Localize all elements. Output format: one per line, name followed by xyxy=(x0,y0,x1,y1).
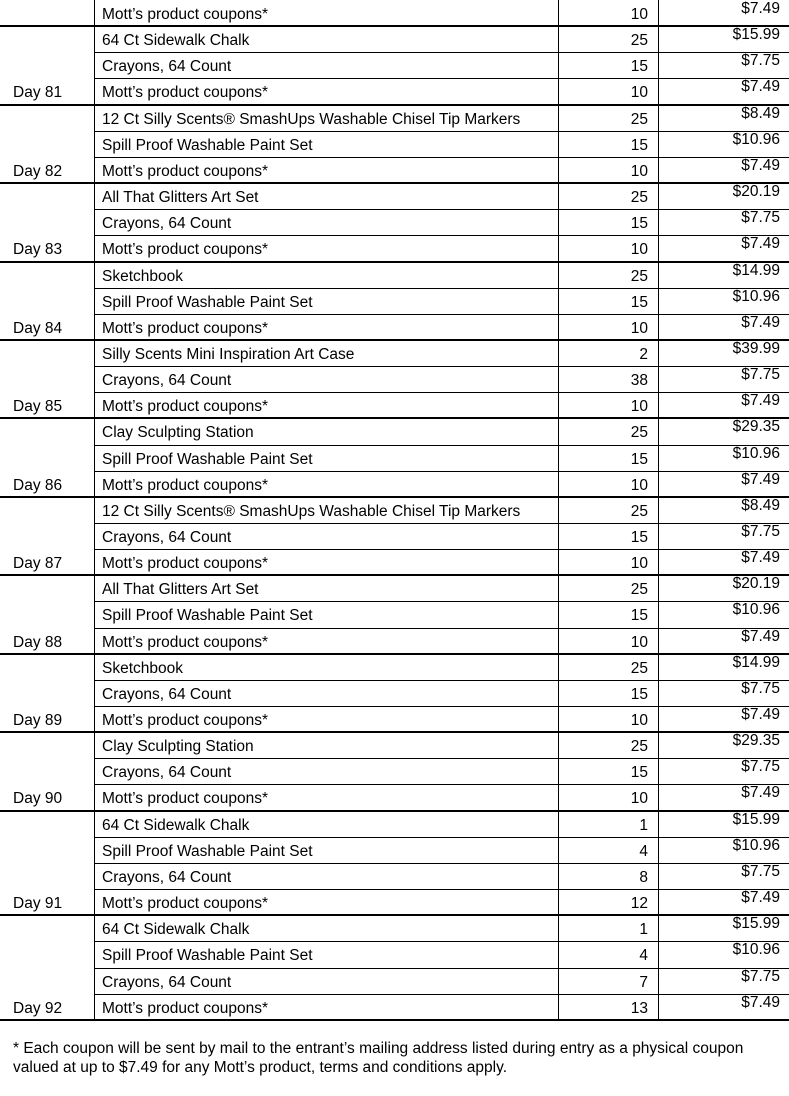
item-name: Mott’s product coupons* xyxy=(102,241,269,258)
item-name: Clay Sculpting Station xyxy=(102,424,254,441)
table-row xyxy=(0,26,789,52)
item-name: Spill Proof Washable Paint Set xyxy=(102,137,313,154)
table-row xyxy=(0,968,789,994)
item-name: Mott’s product coupons* xyxy=(102,895,269,912)
day-label: Day 91 xyxy=(13,895,63,912)
quantity: 25 xyxy=(630,111,648,128)
quantity: 10 xyxy=(630,84,648,101)
group-divider xyxy=(0,1019,789,1021)
item-name: Spill Proof Washable Paint Set xyxy=(102,843,313,860)
day-label: Day 84 xyxy=(13,320,63,337)
item-name: Crayons, 64 Count xyxy=(102,869,232,886)
unit-price: $7.49 xyxy=(741,471,780,488)
table-row xyxy=(0,445,789,471)
item-name: Clay Sculpting Station xyxy=(102,738,254,755)
price-column-border xyxy=(658,0,659,1021)
table-row xyxy=(0,784,789,810)
table-row xyxy=(0,52,789,78)
quantity: 10 xyxy=(630,712,648,729)
unit-price: $10.96 xyxy=(732,288,780,305)
unit-price: $7.49 xyxy=(741,78,780,95)
unit-price: $10.96 xyxy=(732,445,780,462)
unit-price: $15.99 xyxy=(732,811,780,828)
quantity: 13 xyxy=(630,1000,648,1017)
item-name: Crayons, 64 Count xyxy=(102,686,232,703)
quantity: 2 xyxy=(639,346,648,363)
table-row xyxy=(0,183,789,209)
item-name: Mott’s product coupons* xyxy=(102,320,269,337)
item-name: Mott’s product coupons* xyxy=(102,1000,269,1017)
day-label: Day 90 xyxy=(13,790,63,807)
table-row xyxy=(0,497,789,523)
day-label: Day 87 xyxy=(13,555,63,572)
item-name: Mott’s product coupons* xyxy=(102,712,269,729)
unit-price: $15.99 xyxy=(732,26,780,43)
table-row xyxy=(0,366,789,392)
table-row xyxy=(0,732,789,758)
item-name: Crayons, 64 Count xyxy=(102,215,232,232)
table-row xyxy=(0,209,789,235)
quantity: 10 xyxy=(630,477,648,494)
quantity: 1 xyxy=(639,921,648,938)
day-label: Day 82 xyxy=(13,163,63,180)
quantity: 25 xyxy=(630,738,648,755)
item-name: Spill Proof Washable Paint Set xyxy=(102,451,313,468)
table-row xyxy=(0,811,789,837)
unit-price: $7.75 xyxy=(741,863,780,880)
quantity: 15 xyxy=(630,607,648,624)
item-name: All That Glitters Art Set xyxy=(102,581,259,598)
day-label: Day 81 xyxy=(13,84,63,101)
unit-price: $7.49 xyxy=(741,314,780,331)
footnote-line-2: valued at up to $7.49 for any Mott’s product, terms and conditions apply. xyxy=(13,1059,507,1076)
table-row xyxy=(0,314,789,340)
quantity: 10 xyxy=(630,790,648,807)
table-row xyxy=(0,0,789,26)
quantity: 15 xyxy=(630,764,648,781)
item-name: Mott’s product coupons* xyxy=(102,398,269,415)
item-name: Crayons, 64 Count xyxy=(102,974,232,991)
unit-price: $7.49 xyxy=(741,392,780,409)
quantity: 15 xyxy=(630,58,648,75)
quantity: 10 xyxy=(630,634,648,651)
item-name: Mott’s product coupons* xyxy=(102,84,269,101)
table-row xyxy=(0,941,789,967)
table-row xyxy=(0,288,789,314)
table-row xyxy=(0,601,789,627)
unit-price: $29.35 xyxy=(732,732,780,749)
item-name: Crayons, 64 Count xyxy=(102,372,232,389)
quantity: 12 xyxy=(630,895,648,912)
unit-price: $10.96 xyxy=(732,601,780,618)
unit-price: $15.99 xyxy=(732,915,780,932)
item-name: Sketchbook xyxy=(102,268,183,285)
table-row xyxy=(0,994,789,1020)
item-name: Spill Proof Washable Paint Set xyxy=(102,947,313,964)
item-name: 64 Ct Sidewalk Chalk xyxy=(102,32,250,49)
quantity: 4 xyxy=(639,843,648,860)
quantity: 15 xyxy=(630,137,648,154)
table-row xyxy=(0,418,789,444)
unit-price: $14.99 xyxy=(732,654,780,671)
table-row xyxy=(0,523,789,549)
quantity: 25 xyxy=(630,424,648,441)
unit-price: $7.49 xyxy=(741,889,780,906)
unit-price: $7.49 xyxy=(741,706,780,723)
table-row xyxy=(0,680,789,706)
table-row xyxy=(0,131,789,157)
unit-price: $8.49 xyxy=(741,497,780,514)
unit-price: $8.49 xyxy=(741,105,780,122)
item-name: Silly Scents Mini Inspiration Art Case xyxy=(102,346,355,363)
item-name: Mott’s product coupons* xyxy=(102,6,269,23)
table-row xyxy=(0,889,789,915)
unit-price: $7.75 xyxy=(741,680,780,697)
table-row xyxy=(0,863,789,889)
quantity: 38 xyxy=(630,372,648,389)
unit-price: $7.49 xyxy=(741,235,780,252)
footnote-line-1: * Each coupon will be sent by mail to the entrant’s mailing address listed during entry as a physical coupon xyxy=(13,1040,744,1057)
footnote xyxy=(13,1039,789,1077)
quantity: 15 xyxy=(630,294,648,311)
day-label: Day 83 xyxy=(13,241,63,258)
item-name: Mott’s product coupons* xyxy=(102,790,269,807)
item-name: Spill Proof Washable Paint Set xyxy=(102,607,313,624)
day-label: Day 85 xyxy=(13,398,63,415)
unit-price: $7.75 xyxy=(741,366,780,383)
item-name: 64 Ct Sidewalk Chalk xyxy=(102,817,250,834)
table-row xyxy=(0,837,789,863)
quantity: 1 xyxy=(639,817,648,834)
day-label: Day 92 xyxy=(13,1000,63,1017)
quantity: 10 xyxy=(630,6,648,23)
item-column-border xyxy=(94,0,95,1021)
table-row xyxy=(0,105,789,131)
quantity: 25 xyxy=(630,32,648,49)
unit-price: $10.96 xyxy=(732,941,780,958)
table-row xyxy=(0,549,789,575)
unit-price: $29.35 xyxy=(732,418,780,435)
table-row xyxy=(0,654,789,680)
unit-price: $7.49 xyxy=(741,157,780,174)
item-name: Mott’s product coupons* xyxy=(102,555,269,572)
item-name: Crayons, 64 Count xyxy=(102,529,232,546)
item-name: Crayons, 64 Count xyxy=(102,58,232,75)
quantity: 10 xyxy=(630,241,648,258)
unit-price: $20.19 xyxy=(732,575,780,592)
quantity: 4 xyxy=(639,947,648,964)
table-row xyxy=(0,628,789,654)
item-name: Sketchbook xyxy=(102,660,183,677)
table-row xyxy=(0,471,789,497)
unit-price: $7.49 xyxy=(741,784,780,801)
table-row xyxy=(0,575,789,601)
quantity: 25 xyxy=(630,581,648,598)
item-name: 12 Ct Silly Scents® SmashUps Washable Chisel Tip Markers xyxy=(102,111,521,128)
day-label: Day 88 xyxy=(13,634,63,651)
quantity: 8 xyxy=(639,869,648,886)
day-label: Day 89 xyxy=(13,712,63,729)
item-name: Mott’s product coupons* xyxy=(102,163,269,180)
item-name: 12 Ct Silly Scents® SmashUps Washable Chisel Tip Markers xyxy=(102,503,521,520)
unit-price: $7.75 xyxy=(741,758,780,775)
table-row xyxy=(0,392,789,418)
unit-price: $14.99 xyxy=(732,262,780,279)
quantity: 15 xyxy=(630,529,648,546)
quantity: 15 xyxy=(630,215,648,232)
unit-price: $39.99 xyxy=(732,340,780,357)
quantity: 25 xyxy=(630,268,648,285)
day-label: Day 86 xyxy=(13,477,63,494)
table-row xyxy=(0,915,789,941)
unit-price: $7.75 xyxy=(741,52,780,69)
item-name: Mott’s product coupons* xyxy=(102,477,269,494)
quantity: 25 xyxy=(630,660,648,677)
quantity-column-border xyxy=(558,0,559,1021)
item-name: Crayons, 64 Count xyxy=(102,764,232,781)
unit-price: $7.49 xyxy=(741,994,780,1011)
table-row xyxy=(0,157,789,183)
table-row xyxy=(0,706,789,732)
quantity: 25 xyxy=(630,503,648,520)
quantity: 10 xyxy=(630,320,648,337)
item-name: Mott’s product coupons* xyxy=(102,634,269,651)
table-row xyxy=(0,262,789,288)
unit-price: $7.75 xyxy=(741,209,780,226)
unit-price: $7.49 xyxy=(741,549,780,566)
table-row xyxy=(0,235,789,261)
table-row xyxy=(0,340,789,366)
table-row xyxy=(0,78,789,104)
unit-price: $7.49 xyxy=(741,0,780,17)
item-name: All That Glitters Art Set xyxy=(102,189,259,206)
unit-price: $7.75 xyxy=(741,968,780,985)
unit-price: $20.19 xyxy=(732,183,780,200)
quantity: 10 xyxy=(630,163,648,180)
item-name: Spill Proof Washable Paint Set xyxy=(102,294,313,311)
quantity: 15 xyxy=(630,686,648,703)
quantity: 25 xyxy=(630,189,648,206)
unit-price: $10.96 xyxy=(732,837,780,854)
unit-price: $7.75 xyxy=(741,523,780,540)
quantity: 10 xyxy=(630,555,648,572)
table-row xyxy=(0,758,789,784)
quantity: 15 xyxy=(630,451,648,468)
unit-price: $10.96 xyxy=(732,131,780,148)
unit-price: $7.49 xyxy=(741,628,780,645)
item-name: 64 Ct Sidewalk Chalk xyxy=(102,921,250,938)
quantity: 7 xyxy=(639,974,648,991)
quantity: 10 xyxy=(630,398,648,415)
